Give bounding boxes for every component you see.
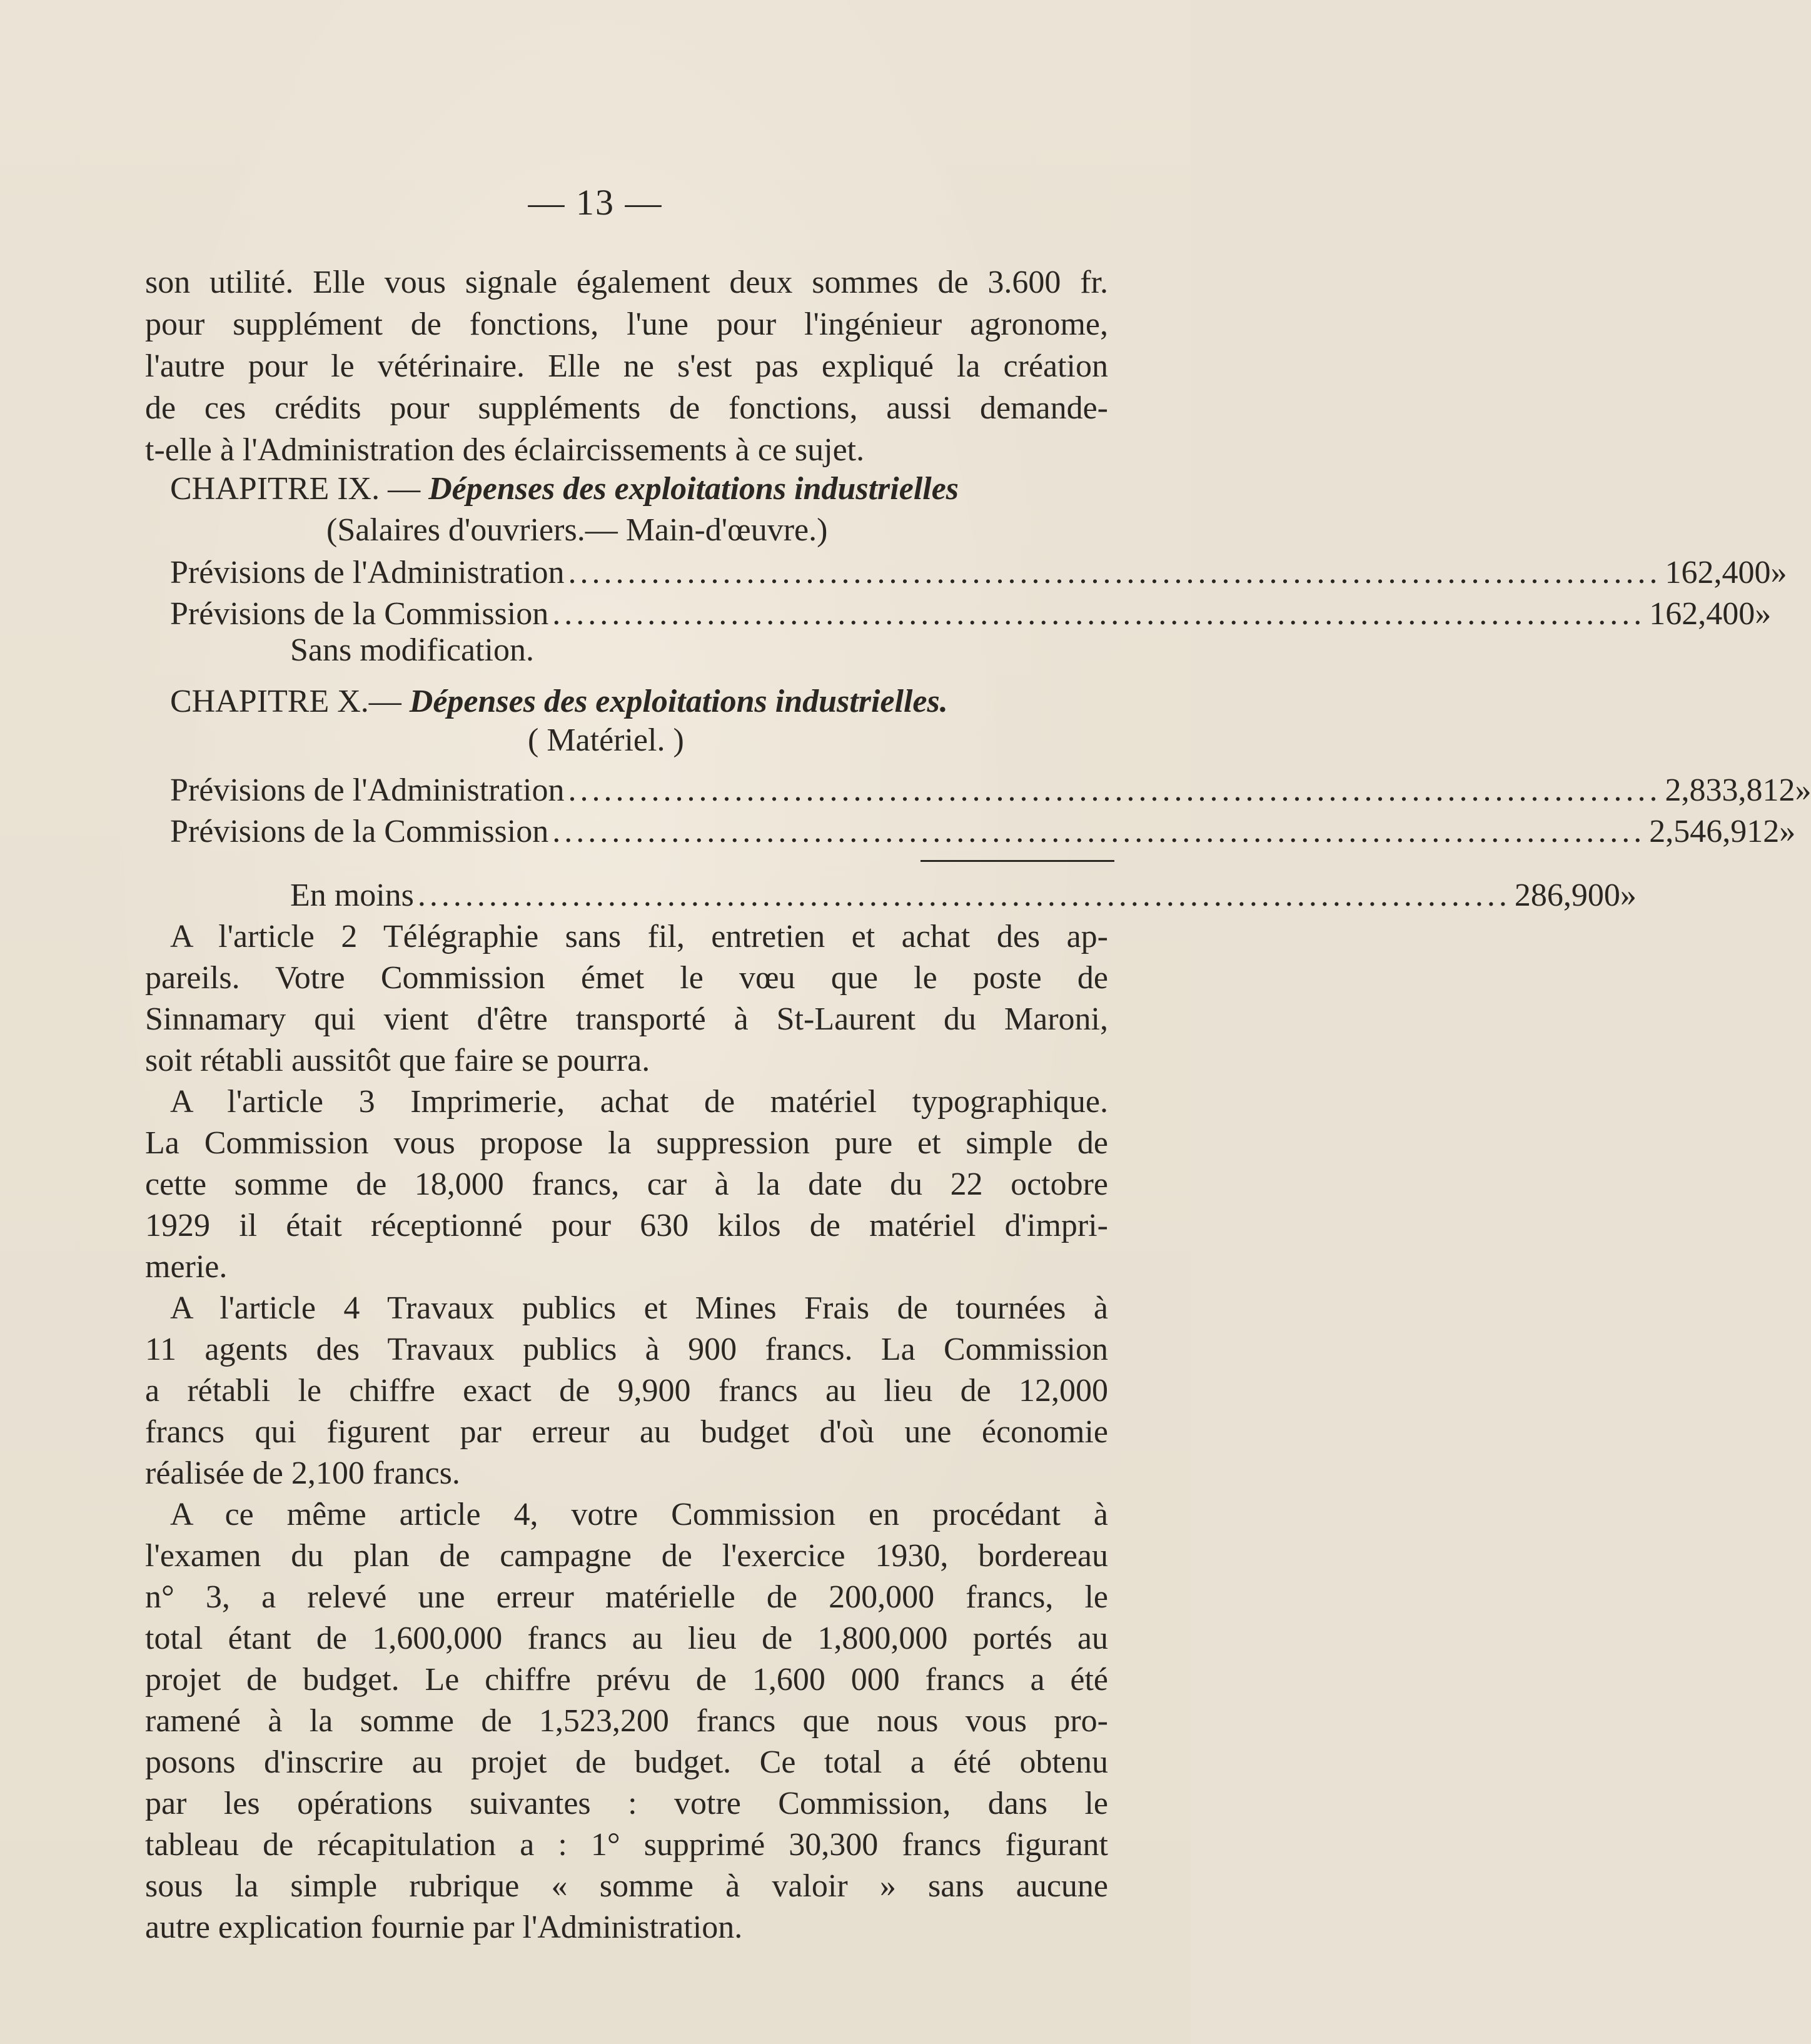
text-line: tableau de récapitulation a : 1° supprimé 30,300 francs figurant [145, 1827, 1108, 1863]
text-line: sous la simple rubrique « somme à valoir » sans aucune [145, 1868, 1108, 1904]
text-line: A l'article 4 Travaux publics et Mines Frais de tournées à [170, 1290, 1108, 1326]
leader-dots: ............................................................................................ [568, 555, 1662, 590]
row-label: Prévisions de la Commission [170, 814, 549, 849]
text-line: A l'article 2 Télégraphie sans fil, entretien et achat des ap- [170, 919, 1108, 954]
text-line: n° 3, a relevé une erreur matérielle de 200,000 francs, le [145, 1579, 1108, 1615]
text-line: de ces crédits pour suppléments de fonctions, aussi demande- [145, 390, 1108, 426]
text-line: La Commission vous propose la suppression pure et simple de [145, 1125, 1108, 1161]
row-mark: » [1795, 772, 1811, 808]
text-line: pour supplément de fonctions, l'une pour l'ingénieur agronome, [145, 306, 1108, 342]
text-line: total étant de 1,600,000 francs au lieu de 1,800,000 portés au [145, 1621, 1108, 1656]
leader-dots: ............................................................................................ [417, 878, 1511, 913]
text-line: Sinnamary qui vient d'être transporté à St-Laurent du Maroni, [145, 1001, 1108, 1037]
row-amount: 2,546,912 [1649, 814, 1780, 849]
chapter-10-subtitle: ( Matériel. ) [528, 722, 684, 758]
row-amount: 162,400 [1649, 596, 1755, 632]
row-mark: » [1755, 596, 1772, 632]
row-amount: 2,833,812 [1665, 772, 1795, 808]
chapter-9-prefix: CHAPITRE IX. — [170, 471, 429, 507]
leader-dots: ............................................................................................ [552, 814, 1646, 849]
text-line: francs qui figurent par erreur au budget d'où une économie [145, 1414, 1108, 1450]
text-line: A l'article 3 Imprimerie, achat de matériel typographique. [170, 1084, 1108, 1120]
row-amount: 162,400 [1665, 555, 1771, 590]
total-amount: 286,900 [1514, 878, 1620, 913]
chapter-9-row-commission [170, 594, 1772, 634]
text-line: par les opérations suivantes : votre Commission, dans le [145, 1786, 1108, 1821]
row-label: Prévisions de la Commission [170, 596, 549, 632]
chapter-9-title: Dépenses des exploitations industrielles [428, 471, 959, 507]
leader-dots: ............................................................................................ [568, 772, 1662, 808]
row-label: Prévisions de l'Administration [170, 555, 565, 590]
text-line: l'autre pour le vétérinaire. Elle ne s'est pas expliqué la création [145, 348, 1108, 384]
chapter-9-heading [170, 469, 1108, 509]
chapter-9-row-administration [170, 553, 1787, 593]
chapter-10-row-commission [170, 812, 1796, 852]
row-mark: » [1770, 555, 1787, 590]
text-line: 1929 il était réceptionné pour 630 kilos de matériel d'impri- [145, 1208, 1108, 1243]
text-column [145, 0, 1811, 2044]
chapter-10-row-administration [170, 771, 1811, 811]
text-line: A ce même article 4, votre Commission en procédant à [170, 1497, 1108, 1532]
text-line: son utilité. Elle vous signale également deux sommes de 3.600 fr. [145, 265, 1108, 300]
text-line: t-elle à l'Administration des éclaircissements à ce sujet. [145, 432, 865, 468]
text-line: autre explication fournie par l'Administration. [145, 1910, 743, 1945]
chapter-10-total [290, 876, 1637, 916]
sum-rule [921, 860, 1114, 862]
text-line: réalisée de 2,100 francs. [145, 1455, 460, 1491]
text-line: ramené à la somme de 1,523,200 francs que nous vous pro- [145, 1703, 1108, 1739]
text-line: soit rétabli aussitôt que faire se pourra. [145, 1043, 650, 1078]
chapter-10-prefix: CHAPITRE X.— [170, 684, 410, 719]
row-mark: » [1779, 814, 1796, 849]
chapter-9-note: Sans modification. [290, 632, 534, 668]
chapter-10-heading [170, 682, 1108, 722]
row-label: Prévisions de l'Administration [170, 772, 565, 808]
text-line: a rétabli le chiffre exact de 9,900 francs au lieu de 12,000 [145, 1373, 1108, 1409]
total-mark: » [1620, 878, 1637, 913]
page-number: — 13 — [528, 182, 663, 223]
leader-dots: ............................................................................................ [552, 596, 1646, 632]
chapter-9-subtitle: (Salaires d'ouvriers.— Main-d'œuvre.) [326, 512, 828, 548]
chapter-10-title: Dépenses des exploitations industrielles. [409, 684, 948, 719]
text-line: pareils. Votre Commission émet le vœu que le poste de [145, 960, 1108, 996]
text-line: 11 agents des Travaux publics à 900 francs. La Commission [145, 1332, 1108, 1367]
text-line: cette somme de 18,000 francs, car à la date du 22 octobre [145, 1166, 1108, 1202]
text-line: posons d'inscrire au projet de budget. Ce total a été obtenu [145, 1744, 1108, 1780]
total-label: En moins [290, 878, 414, 913]
text-line: merie. [145, 1249, 228, 1285]
text-line: projet de budget. Le chiffre prévu de 1,600 000 francs a été [145, 1662, 1108, 1697]
text-line: l'examen du plan de campagne de l'exercice 1930, bordereau [145, 1538, 1108, 1574]
